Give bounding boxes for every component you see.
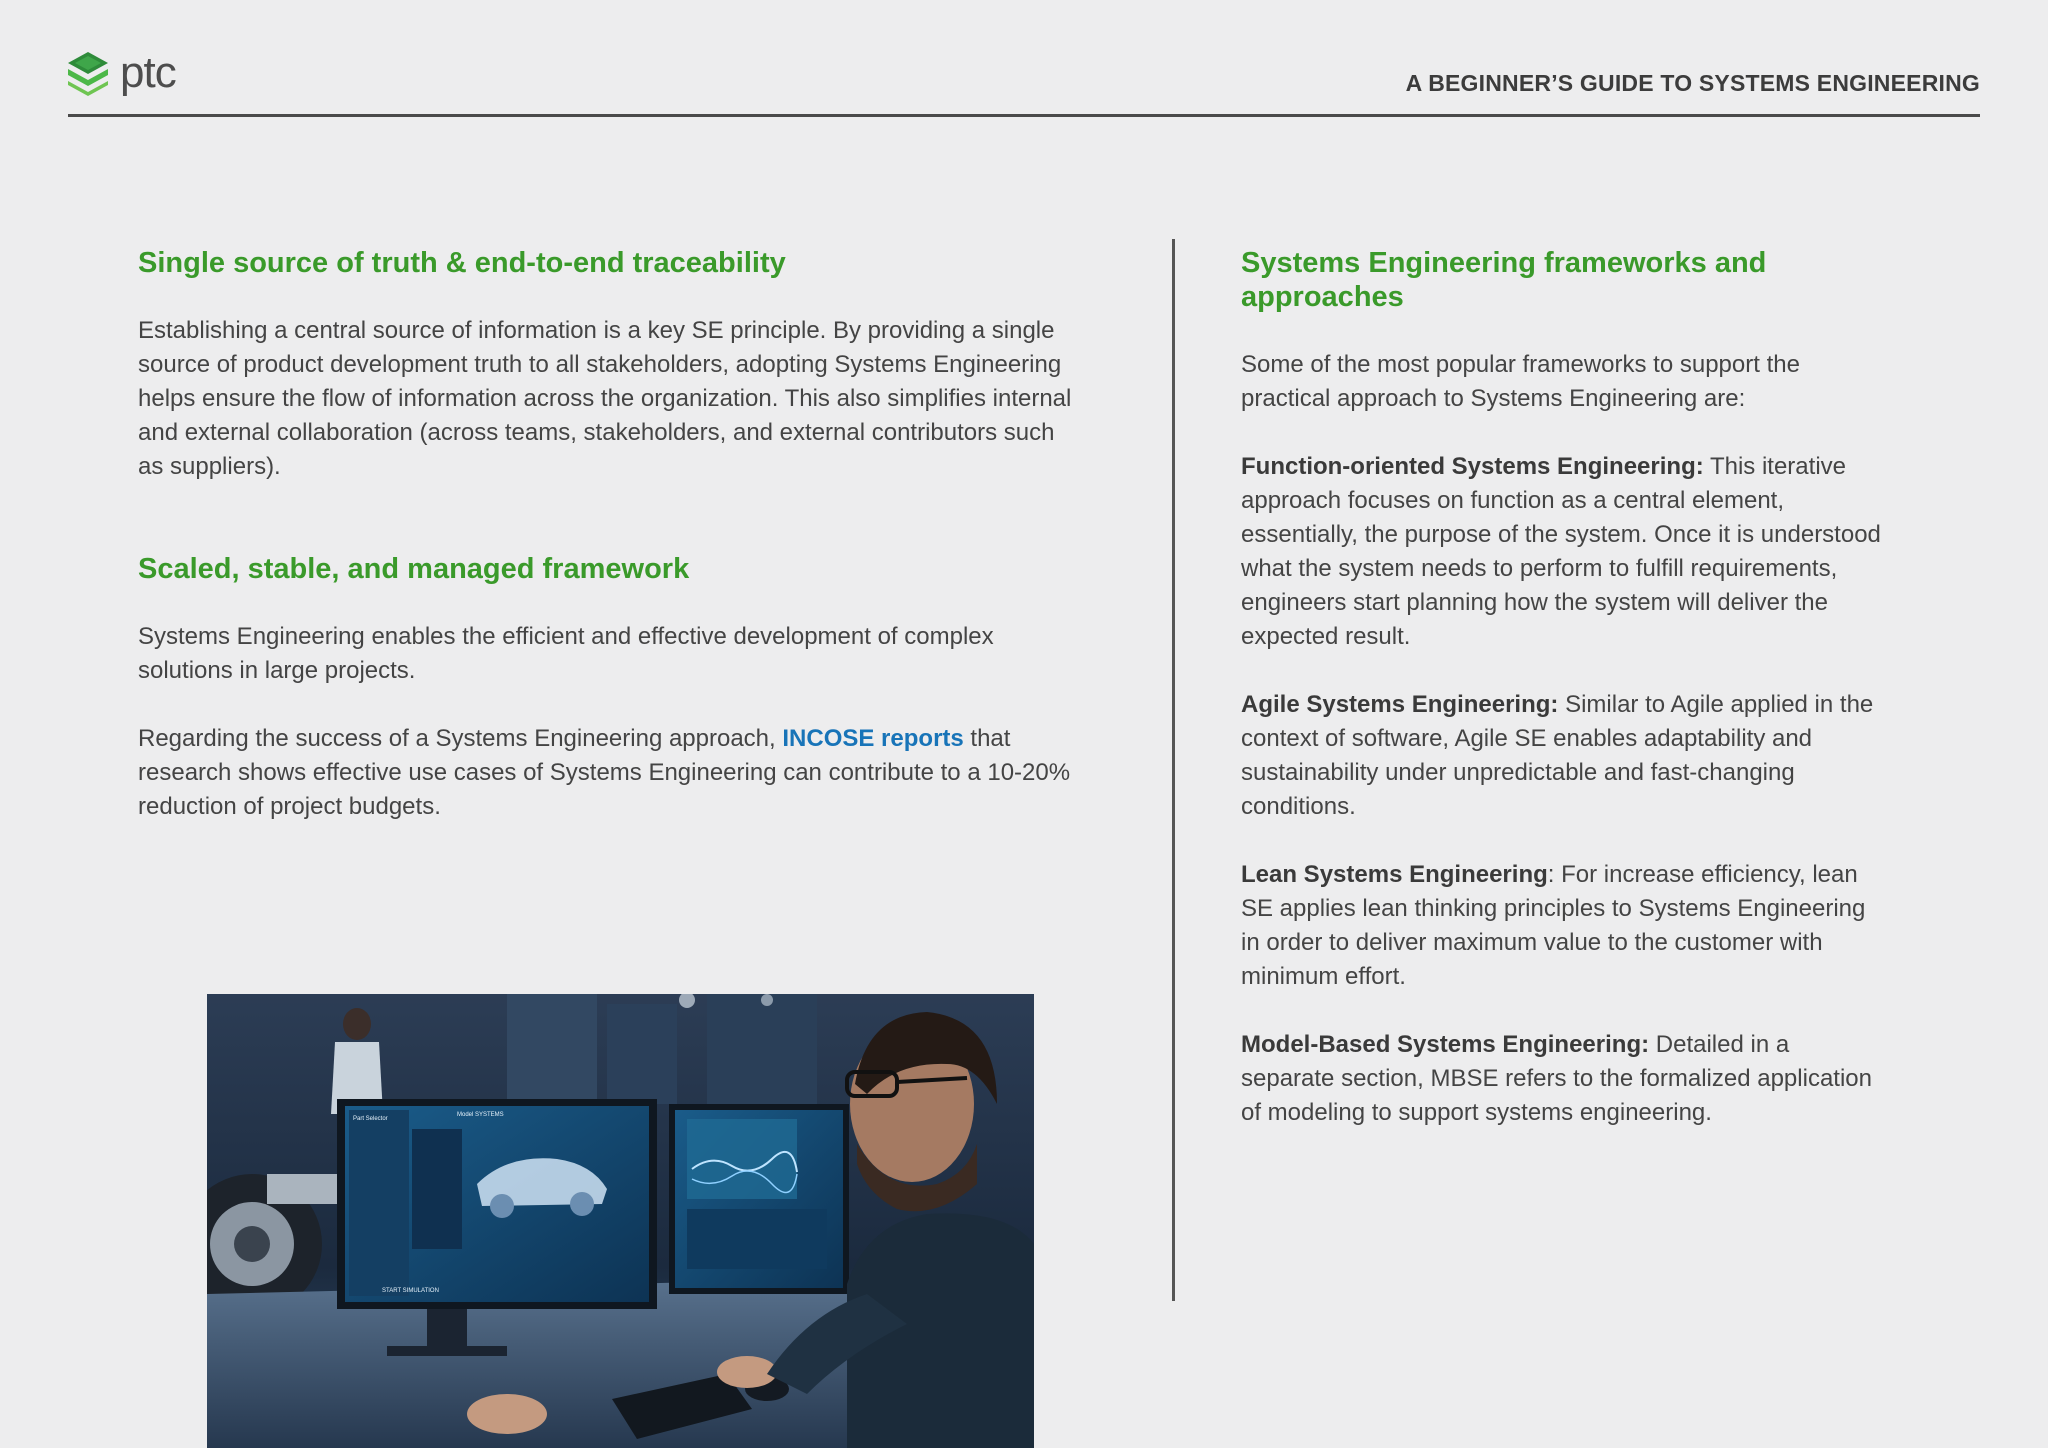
- incose-text-pre: Regarding the success of a Systems Engineering approach,: [138, 725, 783, 752]
- section-heading-frameworks: Systems Engineering frameworks and approaches: [1241, 247, 1767, 313]
- framework-term: Agile Systems Engineering:: [1241, 691, 1559, 718]
- document-title: A BEGINNER’S GUIDE TO SYSTEMS ENGINEERING: [1405, 70, 1980, 96]
- section-heading-single-source: Single source of truth & end-to-end traceability: [138, 247, 786, 279]
- incose-paragraph: [138, 722, 1078, 824]
- screen-label-part-selector: Part Selector: [353, 1116, 388, 1122]
- section-body-scaled-framework: Systems Engineering enables the efficient and effective development of complex solutions in large projects.: [138, 623, 994, 684]
- framework-item-agile: [1241, 688, 1881, 824]
- section-body-single-source: Establishing a central source of information is a key SE principle. By providing a single source of product development truth to all stakeholders, adopting Systems Engineering helps ensure the flow of information across the organization. This also simplifies internal and external collaboration (across teams, stakeholders, and external contributors such as suppliers).: [138, 317, 1072, 480]
- incose-reports-link[interactable]: INCOSE reports: [782, 725, 964, 752]
- framework-term: Function-oriented Systems Engineering:: [1241, 453, 1704, 480]
- framework-item-mbse: [1241, 1028, 1881, 1130]
- framework-term: Lean Systems Engineering: [1241, 861, 1548, 888]
- screen-label-model: Model SYSTEMS: [457, 1112, 504, 1118]
- header-divider: [68, 114, 1980, 117]
- right-column: [1241, 246, 1881, 1130]
- left-column: [138, 246, 1078, 824]
- framework-term: Model-Based Systems Engineering:: [1241, 1031, 1650, 1058]
- secondary-monitor: [669, 1104, 849, 1294]
- ptc-logo-icon: [68, 52, 108, 96]
- framework-item-function-oriented: [1241, 450, 1881, 654]
- section-heading-scaled-framework: Scaled, stable, and managed framework: [138, 553, 690, 585]
- screen-label-start-simulation: START SIMULATION: [382, 1288, 439, 1294]
- photo-illustration: [207, 994, 1034, 1448]
- framework-desc: This iterative approach focuses on function as a central element, essentially, the purpose of the system. Once it is understood what the system needs to perform to fulfill requirements, engineers start planning how the system will deliver the expected result.: [1241, 453, 1881, 650]
- frameworks-intro: Some of the most popular frameworks to support the practical approach to Systems Engineering are:: [1241, 351, 1800, 412]
- logo-text: ptc: [120, 48, 176, 97]
- column-divider: [1172, 239, 1175, 1301]
- framework-item-lean: [1241, 858, 1881, 994]
- engineer-workstation-photo: [207, 994, 1034, 1448]
- framework-desc: Detailed in a separate section, MBSE refers to the formalized application of modeling to support systems engineering.: [1241, 1031, 1872, 1126]
- ptc-logo[interactable]: [68, 48, 180, 98]
- framework-desc: Similar to Agile applied in the context of software, Agile SE enables adaptability and sustainability under unpredictable and fast-changing conditions.: [1241, 691, 1874, 820]
- framework-desc: : For increase efficiency, lean SE applies lean thinking principles to Systems Engineering in order to deliver maximum value to the customer with minimum effort.: [1241, 861, 1866, 990]
- incose-text-post: that research shows effective use cases of Systems Engineering can contribute to a 10-20% reduction of project budgets.: [138, 725, 1071, 820]
